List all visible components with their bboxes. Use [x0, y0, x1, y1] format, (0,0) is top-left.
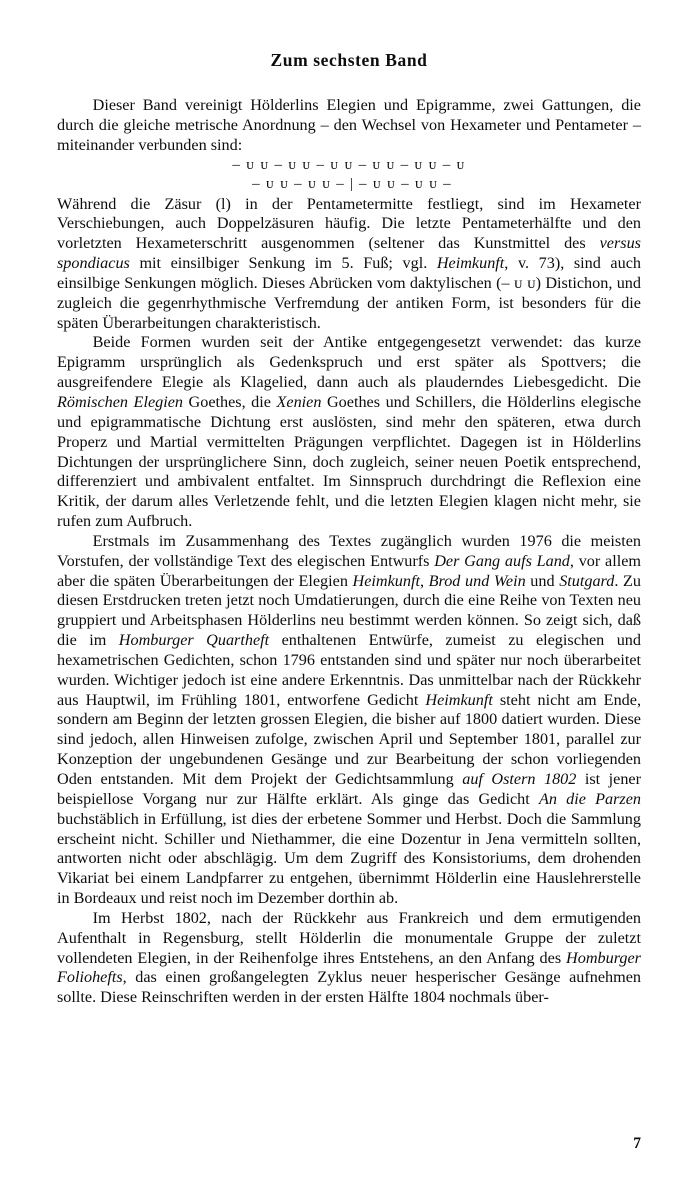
text-run: Während die Zäsur (l) in der Pentametermitte festliegt, sind im Hexameter Verschiebungen, auch Doppelzäsuren häufig. Die letzte Pentameterhälfte und den vorletzten Hexameterschritt ausgenommen (seltener das Kunstmittel des [57, 194, 641, 253]
paragraph-1-text: Dieser Band vereinigt Hölderlins Elegien und Epigramme, zwei Gattungen, die durch die gleiche metrische Anordnung – den Wechsel von Hexameter und Pentameter – miteinander verbunden sind: [57, 96, 641, 154]
text-run: Goethes, die [183, 392, 277, 411]
text-run: Erstmals im Zusammenhang des Textes zugänglich wurden 1976 die meisten Vorstufen, der vollständige Text des elegischen Entwurfs [57, 531, 641, 570]
paragraph-1-part-a [57, 96, 641, 156]
text-run: Beide Formen wurden seit der Antike entgegengesetzt verwendet: das kurze Epigramm ursprünglich als Gedenkspruch und erst später als Spottvers; die ausgreifendere Elegie als Klagelied, dann auch als plauderndes Liebesgedicht. Die [57, 333, 641, 392]
paragraph-2 [57, 333, 641, 531]
text-run: , v. 73), sind auch einsilbige Senkungen möglich. Dieses Abrücken vom daktylischen (– ᴜ ᴜ) Distichon, und zugleich die gegenrhythmische Verfremdung der antiken Form, ist besonders für die späten Überarbeitungen charakteristisch. [57, 254, 641, 332]
text-run: buchstäblich in Erfüllung, ist dies der erbetene Sommer und Herbst. Doch die Sammlung erscheint nicht. Schiller und Niethammer, die eine Dozentur in Jena vermitteln sollten, antworten nicht oder abschlägig. Um dem Zugriff des Konsistoriums, dem drohenden Vikariat bei einem Landpfarrer zu entgehen, übernimmt Hölderlin eine Hauslehrerstelle in Bordeaux und reist noch im Dezember dorthin ab. [57, 809, 641, 908]
italic-title-an-die-parzen: An die Parzen [538, 789, 641, 808]
text-run: ist jener beispiellose Vorgang nur zur Hälfte erklärt. Als ginge das Gedicht [57, 770, 641, 808]
text-run: , [419, 571, 429, 590]
italic-title-roemische-elegien: Römischen Elegien [57, 392, 184, 411]
italic-title-heimkunft-2: Heimkunft [425, 690, 493, 709]
text-run: und [525, 571, 560, 590]
pentameter-scheme: – ᴜ ᴜ – ᴜ ᴜ – | – ᴜ ᴜ – ᴜ ᴜ – [252, 176, 452, 193]
italic-title-stutgard: Stutgard [559, 571, 615, 590]
italic-title-heimkunft: Heimkunft [352, 571, 420, 590]
italic-title-brod-und-wein: Brod und Wein [428, 571, 526, 590]
italic-title-xenien: Xenien [276, 392, 322, 411]
text-run: mit einsilbiger Senkung im 5. Fuß; vgl. [129, 254, 437, 273]
page-title: Zum sechsten Band [270, 49, 428, 70]
italic-title-homburger-foliohefts: Homburger Foliohefts [57, 948, 641, 987]
hexameter-scheme: – ᴜ ᴜ – ᴜ ᴜ – ᴜ ᴜ – ᴜ ᴜ – ᴜ ᴜ – ᴜ [232, 156, 466, 173]
metrical-notation-block [57, 156, 641, 195]
text-run: . Zu diesen Erstdrucken treten jetzt noch Umdatierungen, durch die eine Reihe von Texten neu gruppiert und Arbeitsphasen Hölderlins neu bestimmt werden können. So zeigt sich, daß die im [57, 571, 641, 650]
text-run: Im Herbst 1802, nach der Rückkehr aus Frankreich und dem ermutigenden Aufenthalt in Regensburg, stellt Hölderlin die monumentale Gruppe der zuletzt vollendeten Elegien, in der Reihenfolge ihres Entstehens, an den Anfang des [57, 908, 641, 967]
italic-title-der-gang-aufs-land: Der Gang aufs Land [434, 551, 570, 570]
italic-title-heimkunft: Heimkunft [436, 254, 505, 273]
body-text-column [57, 96, 641, 1008]
italic-title-homburger-quartheft: Homburger Quartheft [118, 631, 270, 650]
paragraph-1-part-b [57, 195, 641, 334]
text-run: steht nicht am Ende, sondern am Beginn der letzten grossen Elegien, die bisher auf 1800 datiert wurden. Diese sind jedoch, allen Hinweisen zufolge, zwischen April und September 1801, parallel zur Konzeption der ungebundenen Gesänge und zur Bearbeitung der schon vorliegenden Oden entstanden. Mit dem Projekt der Gedichtsammlung [57, 690, 641, 788]
paragraph-3 [57, 532, 641, 909]
page-number: 7 [633, 1135, 641, 1152]
text-run: , das einen großangelegten Zyklus neuer hesperischer Gesänge aufnehmen sollte. Diese Reinschriften werden in der ersten Hälfte 1804 nochmals über- [57, 968, 641, 1007]
italic-title-auf-ostern-1802: auf Ostern 1802 [462, 770, 577, 788]
italic-title-versus-spondiacus: versus spondiacus [57, 234, 641, 273]
text-run: , vor allem aber die späten Überarbeitungen der Elegien [57, 551, 641, 590]
text-run: Goethes und Schillers, die Hölderlins elegische und epigrammatische Dichtung erst auslösten, sind mehr den späteren, etwa durch Properz und Martial vermittelten Prägungen verpflichtet. Dagegen ist in Hölderlins Dichtungen der ursprünglichere Sinn, doch zugleich, seiner neuen Poetik entsprechend, differenziert und ambivalent entfaltet. Im Sinnspruch durchdringt die Reflexion eine Kritik, der darum alles Verletzende fehlt, und die letzten Elegien klagen nicht mehr, sie rufen zum Aufbruch. [57, 392, 642, 531]
text-run: enthaltenen Entwürfe, zumeist zu elegischen und hexametrischen Gedichten, schon 1796 entstanden sind und später nur noch überarbeitet wurden. Wichtiger jedoch ist eine andere Erkenntnis. Das unmittelbar nach der Rückkehr aus Hauptwil, im Frühling 1801, entworfene Gedicht [57, 631, 641, 709]
paragraph-4 [57, 909, 641, 1008]
